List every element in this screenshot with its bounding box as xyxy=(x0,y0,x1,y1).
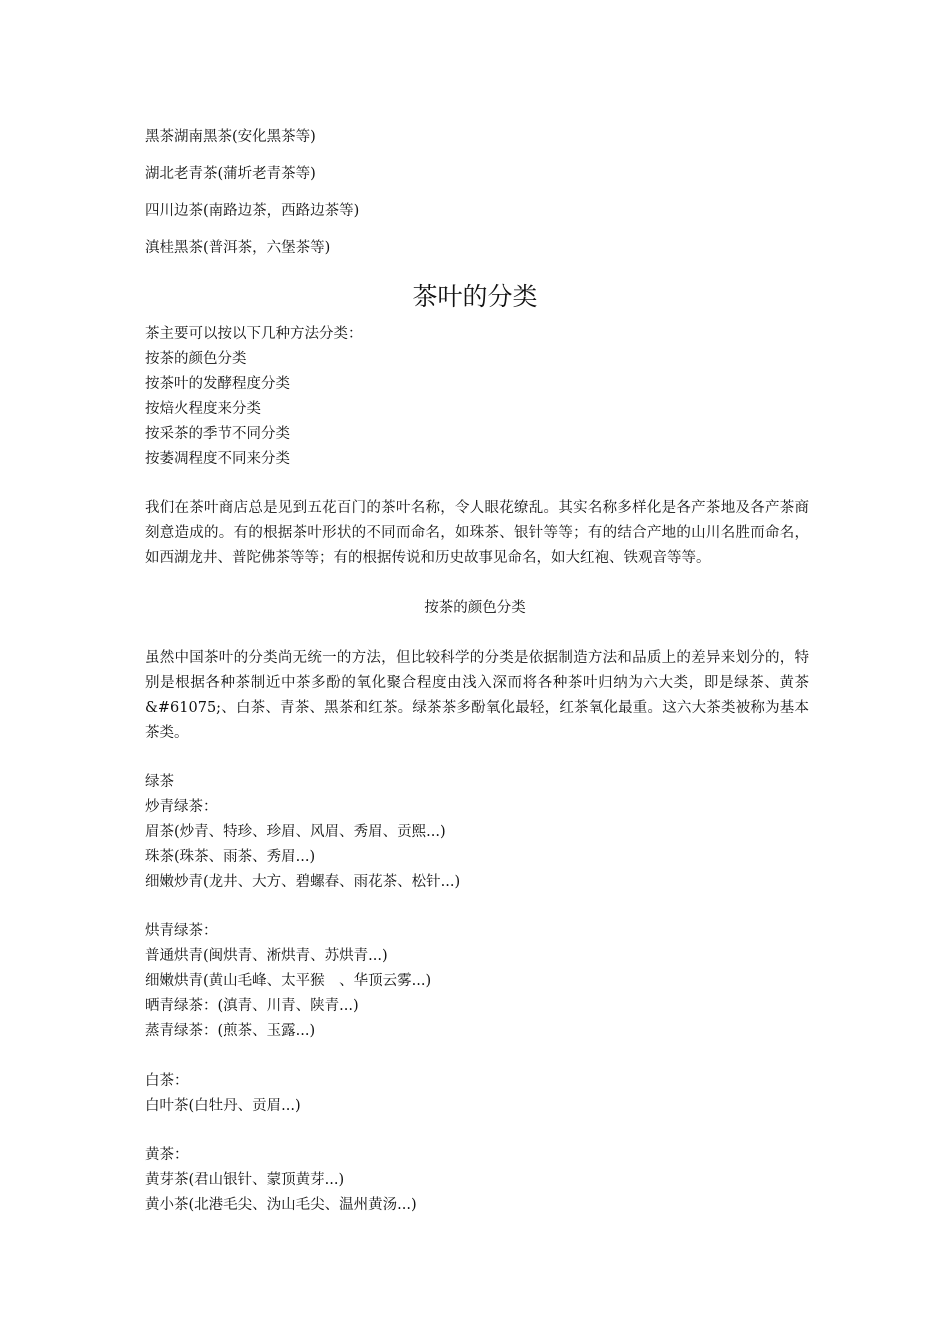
yellow-tea-item-1: 黄芽茶(君山银针、蒙顶黄芽...) xyxy=(145,1172,345,1188)
chao-green-heading: 炒青绿茶： xyxy=(145,799,218,815)
intro-line-3: 四川边茶(南路边茶，西路边茶等) xyxy=(145,203,360,219)
intro-line-1: 黑茶湖南黑茶(安化黑茶等) xyxy=(145,129,316,145)
hong-green-item-1: 普通烘青(闽烘青、淅烘青、苏烘青...) xyxy=(145,948,388,964)
intro-line-2: 湖北老青茶(蒲圻老青茶等) xyxy=(145,166,316,182)
method-item-5: 按萎凋程度不同来分类 xyxy=(145,451,290,467)
hong-green-heading: 烘青绿茶： xyxy=(145,923,218,939)
intro-paragraph: 我们在茶叶商店总是见到五花百门的茶叶名称，令人眼花缭乱。其实名称多样化是各产茶地及各产茶商刻意造成的。有的根据茶叶形状的不同而命名，如珠茶、银针等等；有的结合产地的山川名胜而命名，如西湖龙井、普陀佛茶等等；有的根据传说和历史故事见命名，如大红袍、铁观音等等。 xyxy=(145,500,809,566)
yellow-tea-heading: 黄茶： xyxy=(145,1147,189,1163)
intro-line-4: 滇桂黑茶(普洱茶，六堡茶等) xyxy=(145,240,331,256)
yellow-tea-item-2: 黄小茶(北港毛尖、沩山毛尖、温州黄汤...) xyxy=(145,1197,417,1213)
method-item-3: 按焙火程度来分类 xyxy=(145,401,261,417)
classification-paragraph: 虽然中国茶叶的分类尚无统一的方法，但比较科学的分类是依据制造方法和品质上的差异来划分的，特别是根据各种茶制近中茶多酚的氧化聚合程度由浅入深而将各种茶叶归纳为六大类，即是绿茶、黄茶&#61075;、白茶、青茶、黑茶和红茶。绿茶茶多酚氧化最轻，红茶氧化最重。这六大茶类被称为基本茶类。 xyxy=(145,650,809,741)
page-title: 茶叶的分类 xyxy=(412,282,538,311)
methods-heading: 茶主要可以按以下几种方法分类： xyxy=(145,326,363,342)
method-item-2: 按茶叶的发酵程度分类 xyxy=(145,376,290,392)
section-heading: 按茶的颜色分类 xyxy=(424,600,526,616)
chao-green-item-3: 细嫩炒青(龙井、大方、碧螺春、雨花茶、松针...) xyxy=(145,874,461,890)
white-tea-item-1: 白叶茶(白牡丹、贡眉...) xyxy=(145,1098,301,1114)
hong-green-item-2: 细嫩烘青(黄山毛峰、太平猴 、华顶云雾...) xyxy=(145,973,432,989)
method-item-4: 按采茶的季节不同分类 xyxy=(145,426,290,442)
method-item-1: 按茶的颜色分类 xyxy=(145,351,247,367)
chao-green-item-1: 眉茶(炒青、特珍、珍眉、风眉、秀眉、贡熙...) xyxy=(145,824,446,840)
green-tea-heading: 绿茶 xyxy=(145,774,174,790)
hong-green-item-4: 蒸青绿茶：(煎茶、玉露...) xyxy=(145,1023,316,1039)
white-tea-heading: 白茶： xyxy=(145,1073,189,1089)
hong-green-item-3: 晒青绿茶：(滇青、川青、陕青...) xyxy=(145,998,359,1014)
chao-green-item-2: 珠茶(珠茶、雨茶、秀眉...) xyxy=(145,849,316,865)
